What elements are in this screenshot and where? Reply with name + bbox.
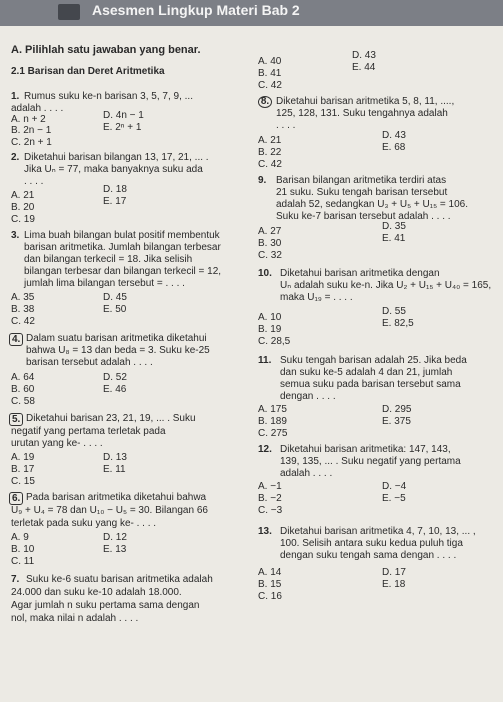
q1-option-e[interactable]: E. 2ⁿ + 1 (103, 122, 142, 133)
q9-text: Barisan bilangan aritmetika terdiri atas (276, 175, 447, 186)
q2-option-d[interactable]: D. 18 (103, 184, 127, 195)
q5-text: Diketahui barisan 23, 21, 19, ... . Suku (26, 413, 196, 424)
q8-option-a[interactable]: A. 21 (258, 135, 282, 146)
q8-option-e[interactable]: E. 68 (382, 142, 406, 153)
q3-text: bilangan terbesar dan bilangan terkecil = 12, (24, 266, 222, 277)
q1-text: Rumus suku ke-n barisan 3, 5, 7, 9, ... (24, 91, 193, 102)
q10-text: Uₙ adalah suku ke-n. Jika U₂ + U₁₅ + U₄₀ = 165, (280, 280, 492, 291)
q11-text: dengan . . . . (280, 391, 336, 402)
q9-text: Suku ke-7 barisan tersebut adalah . . . . (276, 211, 451, 222)
q1-option-a[interactable]: A. 40 (258, 56, 282, 67)
q7-text: nol, maka nilai n adalah . . . . (11, 613, 139, 624)
q8-option-d[interactable]: D. 43 (382, 130, 406, 141)
q2-option-c[interactable]: C. 19 (11, 214, 35, 225)
page-title: Asesmen Lingkup Materi Bab 2 (92, 2, 300, 18)
q9-text: 21 suku. Suku tengah barisan tersebut (276, 187, 448, 198)
q11-option-b[interactable]: B. 189 (258, 416, 287, 427)
q1-option-d[interactable]: D. 4n − 1 (103, 110, 144, 121)
q6-number-wrap (9, 492, 23, 505)
q4-text: barisan tersebut adalah . . . . (26, 357, 153, 368)
q2-text: Jika Uₙ = 77, maka banyaknya suku ada (24, 164, 203, 175)
q9-number: 9. (258, 175, 267, 186)
q3-option-b[interactable]: B. 38 (11, 304, 35, 315)
q4-text: Dalam suatu barisan aritmetika diketahui (26, 333, 207, 344)
q9-option-b[interactable]: B. 30 (258, 238, 282, 249)
q13-option-a[interactable]: A. 14 (258, 567, 282, 578)
q11-option-e[interactable]: E. 375 (382, 416, 411, 427)
q1-text: adalah . . . . (11, 103, 64, 114)
subsection-heading: 2.1 Barisan dan Deret Aritmetika (11, 66, 165, 77)
q5-option-e[interactable]: E. 11 (103, 464, 126, 475)
q13-option-e[interactable]: E. 18 (382, 579, 406, 590)
q10-option-d[interactable]: D. 55 (382, 306, 406, 317)
q6-text: U₉ + U₄ = 78 dan U₁₀ − U₅ = 30. Bilangan 66 (11, 505, 208, 516)
q3-text: jumlah lima bilangan tersebut = . . . . (24, 278, 185, 289)
q8-option-c[interactable]: C. 42 (258, 159, 282, 170)
q12-text: 139, 135, ... . Suku negatif yang pertama (280, 456, 461, 467)
q10-option-c[interactable]: C. 28,5 (258, 336, 291, 347)
q8-number (258, 96, 272, 108)
q9-option-d[interactable]: D. 35 (382, 221, 406, 232)
q8-option-b[interactable]: B. 22 (258, 147, 282, 158)
q12-option-e[interactable]: E. −5 (382, 493, 406, 504)
q13-text: 100. Selisih antara suku kedua puluh tiga (280, 538, 463, 549)
q5-option-c[interactable]: C. 15 (11, 476, 35, 487)
q4-option-c[interactable]: C. 58 (11, 396, 35, 407)
q2-option-a[interactable]: A. 21 (11, 190, 35, 201)
q1-option-a[interactable]: A. n + 2 (11, 114, 46, 125)
q13-option-d[interactable]: D. 17 (382, 567, 406, 578)
q10-option-e[interactable]: E. 82,5 (382, 318, 414, 329)
q10-option-a[interactable]: A. 10 (258, 312, 282, 323)
q6-option-e[interactable]: E. 13 (103, 544, 127, 555)
q10-number: 10. (258, 268, 272, 279)
q5-option-b[interactable]: B. 17 (11, 464, 35, 475)
q4-number: 4. (9, 333, 23, 346)
q6-number: 6. (9, 492, 23, 505)
header-tab (58, 4, 80, 20)
q5-text: urutan yang ke- . . . . (11, 438, 103, 449)
q2-option-e[interactable]: E. 17 (103, 196, 127, 207)
q12-option-d[interactable]: D. −4 (382, 481, 407, 492)
q3-text: barisan aritmetika. Jumlah bilangan terbesar (24, 242, 221, 253)
q12-option-b[interactable]: B. −2 (258, 493, 282, 504)
q12-text: adalah . . . . (280, 468, 333, 479)
q9-option-c[interactable]: C. 32 (258, 250, 282, 261)
q9-option-e[interactable]: E. 41 (382, 233, 406, 244)
q11-option-d[interactable]: D. 295 (382, 404, 412, 415)
q6-option-d[interactable]: D. 12 (103, 532, 127, 543)
q11-text: Suku tengah barisan adalah 25. Jika beda (280, 355, 467, 366)
q11-option-a[interactable]: A. 175 (258, 404, 287, 415)
section-heading: A. Pilihlah satu jawaban yang benar. (11, 44, 201, 56)
q4-option-d[interactable]: D. 52 (103, 372, 127, 383)
q11-number: 11. (258, 355, 272, 366)
q4-number-wrap (9, 333, 23, 346)
q1-option-c[interactable]: C. 42 (258, 80, 282, 91)
q3-text: dan bilangan terkecil = 18. Jika selisih (24, 254, 193, 265)
q1-option-b[interactable]: B. 41 (258, 68, 282, 79)
q4-text: bahwa U₈ = 13 dan beda = 3. Suku ke-25 (26, 345, 210, 356)
q3-option-e[interactable]: E. 50 (103, 304, 127, 315)
q8-text: Diketahui barisan aritmetika 5, 8, 11, ...., (276, 96, 455, 107)
q4-option-b[interactable]: B. 60 (11, 384, 35, 395)
q10-option-b[interactable]: B. 19 (258, 324, 282, 335)
q3-number: 3. (11, 230, 20, 241)
q6-option-a[interactable]: A. 9 (11, 532, 29, 543)
q7-text: Suku ke-6 suatu barisan aritmetika adalah (26, 574, 213, 585)
q10-text: maka U₁₉ = . . . . (280, 292, 353, 303)
q9-option-a[interactable]: A. 27 (258, 226, 282, 237)
q6-option-b[interactable]: B. 10 (11, 544, 35, 555)
q12-option-a[interactable]: A. −1 (258, 481, 282, 492)
q5-text: negatif yang pertama terletak pada (11, 426, 166, 437)
q10-text: Diketahui barisan aritmetika dengan (280, 268, 440, 279)
q1-option-d[interactable]: D. 43 (352, 50, 376, 61)
q7-text: 24.000 dan suku ke-10 adalah 18.000. (11, 587, 182, 598)
q13-text: dengan suku tengah sama dengan . . . . (280, 550, 457, 561)
q6-text: terletak pada suku yang ke- . . . . (11, 518, 157, 529)
q3-option-d[interactable]: D. 45 (103, 292, 127, 303)
q11-text: semua suku pada barisan tersebut sama (280, 379, 461, 390)
q7-number: 7. (11, 574, 20, 585)
q4-option-a[interactable]: A. 64 (11, 372, 35, 383)
q12-text: Diketahui barisan aritmetika: 147, 143, (280, 444, 451, 455)
q11-option-c[interactable]: C. 275 (258, 428, 288, 439)
q1-option-e[interactable]: E. 44 (352, 62, 376, 73)
q1-option-b[interactable]: B. 2n − 1 (11, 125, 52, 136)
q12-option-c[interactable]: C. −3 (258, 505, 283, 516)
q7-text: Agar jumlah n suku pertama sama dengan (11, 600, 200, 611)
q13-option-b[interactable]: B. 15 (258, 579, 282, 590)
q2-text: Diketahui barisan bilangan 13, 17, 21, ... . (24, 152, 209, 163)
q2-number: 2. (11, 152, 20, 163)
q13-number: 13. (258, 526, 272, 537)
q2-text: . . . . (24, 176, 44, 187)
q8-number: 8. (258, 96, 272, 108)
q1-number: 1. (11, 91, 20, 102)
q12-number: 12. (258, 444, 272, 455)
q11-text: dan suku ke-5 adalah 4 dan 21, jumlah (280, 367, 453, 378)
q2-option-b[interactable]: B. 20 (11, 202, 35, 213)
q1-option-c[interactable]: C. 2n + 1 (11, 137, 52, 148)
q3-option-a[interactable]: A. 35 (11, 292, 35, 303)
q8-text: 125, 128, 131. Suku tengahnya adalah (276, 108, 448, 119)
q4-option-e[interactable]: E. 46 (103, 384, 127, 395)
q13-text: Diketahui barisan aritmetika 4, 7, 10, 13, ... , (280, 526, 476, 537)
q5-option-d[interactable]: D. 13 (103, 452, 127, 463)
q5-number-wrap (9, 413, 23, 426)
q8-text: . . . . (276, 120, 296, 131)
q3-option-c[interactable]: C. 42 (11, 316, 35, 327)
q13-option-c[interactable]: C. 16 (258, 591, 282, 602)
header-banner (0, 0, 503, 26)
q9-text: adalah 52, sedangkan U₃ + U₅ + U₁₅ = 106. (276, 199, 469, 210)
q5-option-a[interactable]: A. 19 (11, 452, 35, 463)
q6-option-c[interactable]: C. 11 (11, 556, 35, 567)
q6-text: Pada barisan aritmetika diketahui bahwa (26, 492, 207, 503)
q3-text: Lima buah bilangan bulat positif membentuk (24, 230, 220, 241)
q5-number: 5. (9, 413, 23, 426)
